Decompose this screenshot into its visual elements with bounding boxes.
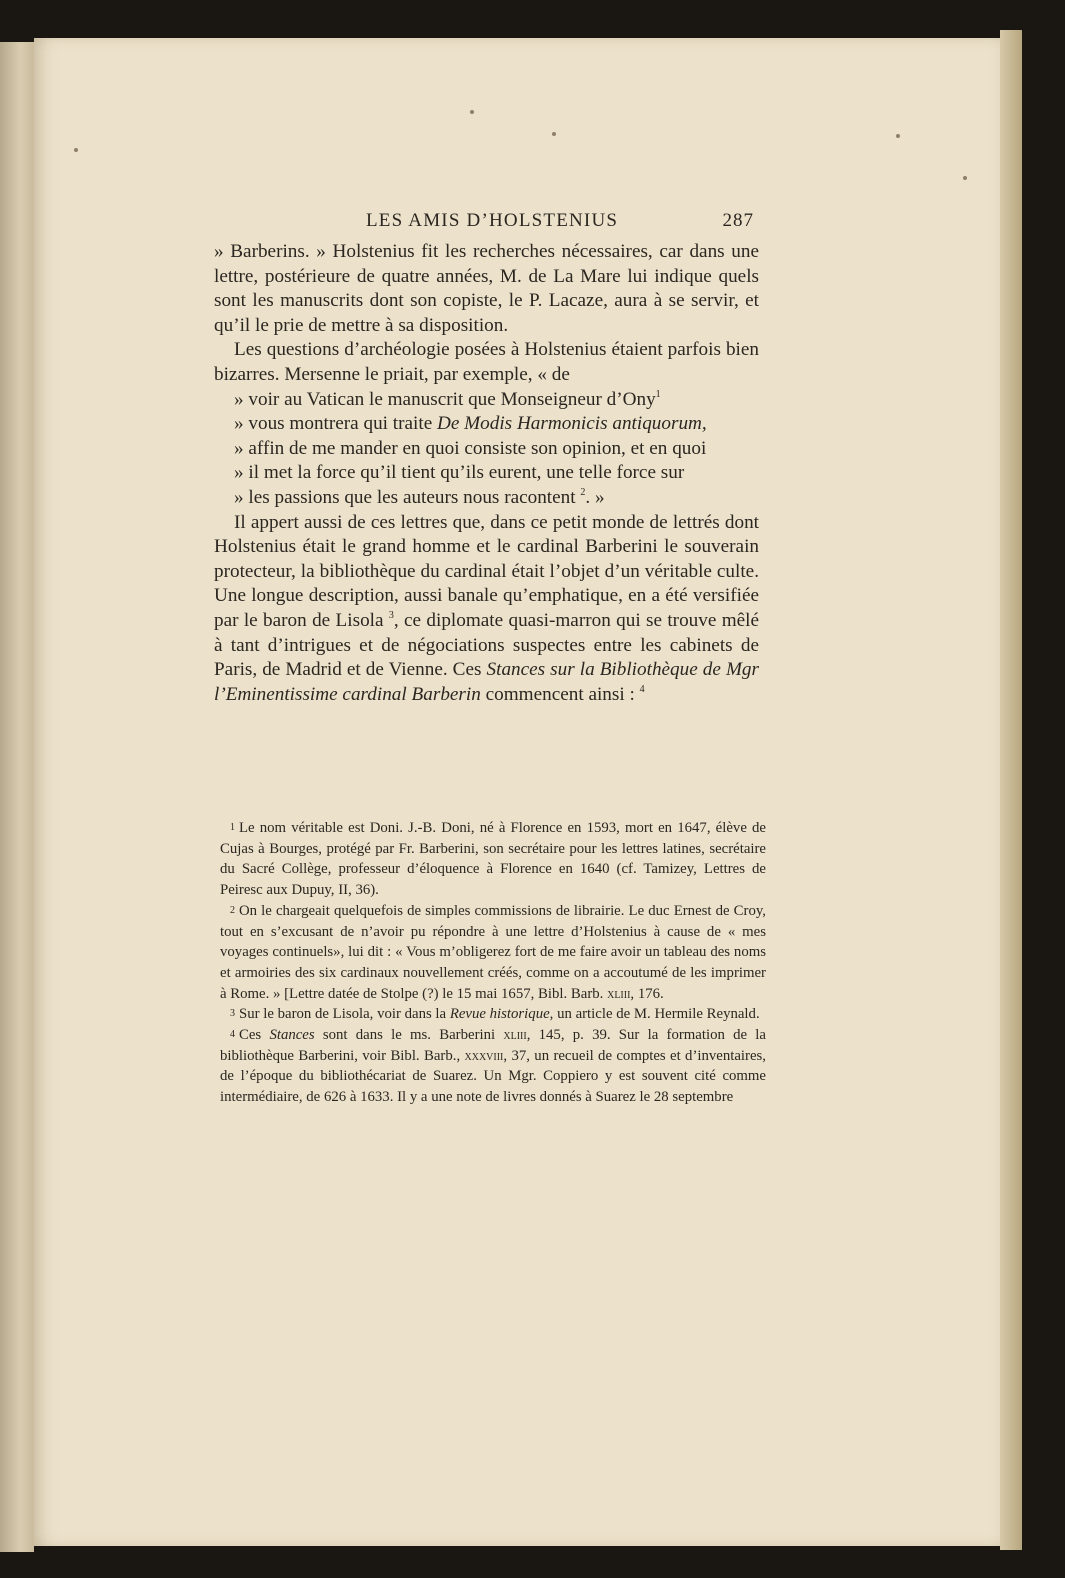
paper-spot <box>470 110 474 114</box>
title-italic: Stances sur la Bibliothèque de Mgr l’Eminentissime cardinal Barberin <box>214 659 759 705</box>
footnote-ref: 3 <box>388 609 394 621</box>
running-title: LES AMIS D’HOLSTENIUS <box>366 210 619 231</box>
footnote-1: 1 Le nom véritable est Doni. J.-B. Doni, né à Florence en 1593, mort en 1647, élève de Cujas à Bourges, protégé par Fr. Barberini, son secrétaire pour les lettres latines, secrétaire du Sacré Collège, professeur d’éloquence à Florence en 1640 (cf. Tamizey, Lettres de Peiresc aux Dupuy, II, 36). <box>220 820 766 899</box>
paper-spot <box>896 134 900 138</box>
footnote-2: 2 On le chargeait quelquefois de simples commissions de librairie. Le duc Ernest de Croy, tout en s’excusant de n’avoir pu répondre à une lettre d’Holstenius à cause de « mes voyages continuels», lui dit : « Vous m’obligerez fort de me faire avoir un tableau des noms et armoiries des six cardinaux nouvellement créés, comme on a accoutumé de les imprimer à Rome. » [Lettre datée de Stolpe (?) le 15 mai 1657, Bibl. Barb. xliii, 176. <box>220 902 766 1002</box>
left-page-edge <box>0 42 34 1552</box>
paper-spot <box>74 148 78 152</box>
paragraph: Les questions d’archéologie posées à Holstenius étaient parfois bien bizarres. Mersenne le priait, par exemple, « de » voir au Vatican le manuscrit que Monseigneur d’Ony$^1$ » vous montrera qui traite De Modis Harmonicis antiquorum, » affin de me mander en quoi consiste son opinion, et en quoi » il met la force qu’il tient qu’ils eurent, une telle force sur » les passions que les auteurs nous racontent $^2$. » <box>214 339 759 508</box>
paragraph: Il appert aussi de ces lettres que, dans ce petit monde de lettrés dont Holstenius était le grand homme et le cardinal Barberini le souverain protecteur, la bibliothèque du cardinal était l’objet d’un véritable culte. Une longue description, aussi banale qu’emphatique, en a été versifiée par le baron de Lisola $^3$, ce diplomate quasi-marron qui se trouve mêlé à tant d’intrigues et de négociations suspectes entre les cabinets de Paris, de Madrid et de Vienne. Ces Stances sur la Bibliothèque de Mgr l’Eminentissime cardinal Barberin commencent ainsi : $^4$ <box>214 511 760 705</box>
footnote-3: 3 Sur le baron de Lisola, voir dans la Revue historique, un article de M. Hermile Reynald. <box>230 1006 760 1023</box>
running-head <box>220 210 760 236</box>
page-number: 287 <box>722 210 754 231</box>
footnote-ref: 2 <box>580 486 586 498</box>
page-fore-edge <box>1000 30 1022 1550</box>
footnote-ref: 1 <box>655 388 661 400</box>
footnote-4: 4 Ces Stances sont dans le ms. Barberini xliii, 145, p. 39. Sur la formation de la bibliothèque Barberini, voir Bibl. Barb., xxxviii, 37, un recueil de comptes et d’inventaires, de l’époque du bibliothécariat de Suarez. Un Mgr. Coppiero y est souvent cité comme intermédiaire, de 626 à 1633. Il y a une note de livres donnés à Suarez le 28 septembre <box>220 1027 766 1106</box>
footnote-ref: 4 <box>639 683 645 695</box>
footnotes <box>220 818 766 1108</box>
paragraph: » Barberins. » Holstenius fit les recherches nécessaires, car dans une lettre, postérieure de quatre années, M. de La Mare lui indique quels sont les manuscrits dont son copiste, le P. Lacaze, aura à se servir, et qu’il le prie de mettre à sa disposition. <box>214 241 759 336</box>
paper-spot <box>552 132 556 136</box>
paper-spot <box>963 176 967 180</box>
main-text <box>214 240 759 707</box>
title-italic: De Modis Harmonicis antiquorum, <box>437 413 707 435</box>
